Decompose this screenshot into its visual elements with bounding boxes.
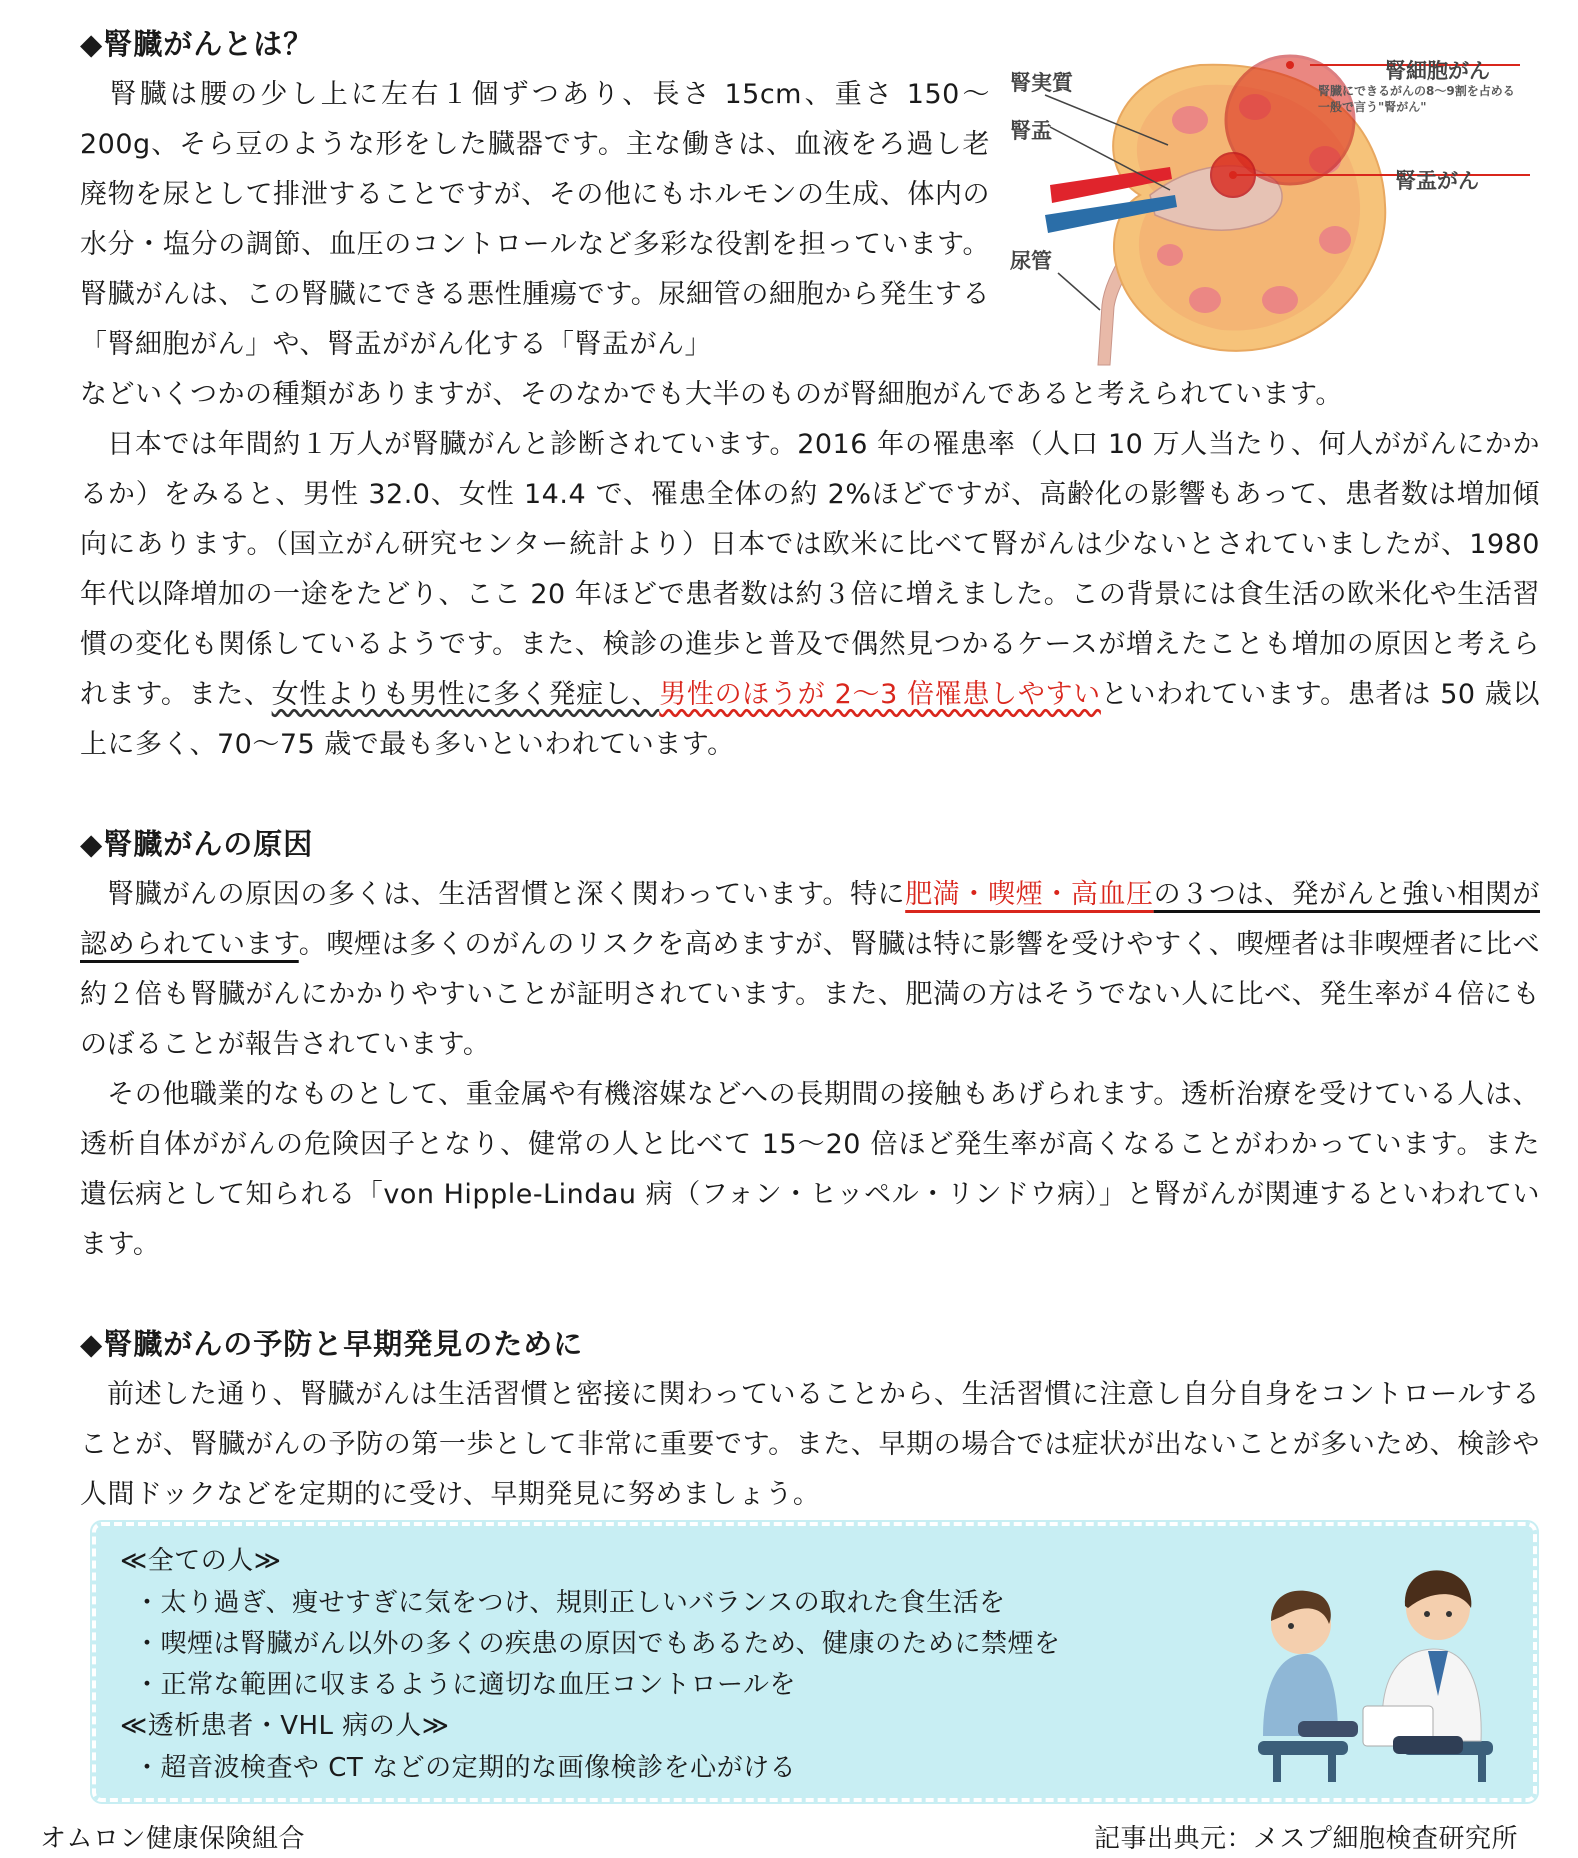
advice-item: ・太り過ぎ、痩せすぎに気をつけ、規則正しいバランスの取れた食生活を <box>134 1588 1006 1618</box>
label-ureter: 尿管 <box>1010 249 1052 273</box>
group-dialysis-title: ≪透析患者・VHL 病の人≫ <box>120 1711 450 1741</box>
label-pelvic-cancer: 腎盂がん <box>1395 169 1479 193</box>
paragraph-other-causes: その他職業的なものとして、重金属や有機溶媒などへの長期間の接触もあげられます。透析治療を受けている人は、透析自体ががんの危険因子となり、健常の人と比べて 15～20 倍ほど発生率が高くなることがわかっています。また遺伝病として知られる「von Hipple-Lindau 病（フォン・ヒッペル・リンドウ病）」と腎がんが関連するといわれています。 <box>80 1079 1540 1260</box>
label-rcc: 腎細胞がん <box>1385 59 1490 83</box>
label-cortex: 腎実質 <box>1010 71 1073 95</box>
emphasis-men-risk: 男性のほうが 2～3 倍罹患しやすい <box>659 679 1101 710</box>
group-all-people-title: ≪全ての人≫ <box>120 1546 282 1576</box>
emphasis-men-more: 女性よりも男性に多く発症し、 <box>271 679 660 710</box>
heading-causes: ◆腎臓がんの原因 <box>80 827 314 861</box>
advice-box <box>92 1522 1537 1802</box>
advice-item: ・喫煙は腎臓がん以外の多くの疾患の原因でもあるため、健康のために禁煙を <box>134 1629 1061 1659</box>
paragraph-causes: 腎臓がんの原因の多くは、生活習慣と深く関わっています。特に肥満・喫煙・高血圧の３つは、発がんと強い相関が認められています。喫煙は多くのがんのリスクを高めますが、腎臓は特に影響を受けやすく、喫煙者は非喫煙者に比べ約２倍も腎臓がんにかかりやすいことが証明されています。また、肥満の方はそうでない人に比べ、発生率が４倍にものぼることが報告されています。 <box>80 879 1541 1060</box>
kidney-diagram <box>990 45 1550 375</box>
note-rcc: 腎臓にできるがんの8～9割を占める 一般で言う"腎がん" <box>1318 84 1515 114</box>
doctor-patient-illustration <box>1243 1536 1503 1791</box>
advice-item: ・超音波検査や CT などの定期的な画像検診を心がける <box>134 1753 797 1783</box>
heading-prevention: ◆腎臓がんの予防と早期発見のために <box>80 1327 584 1361</box>
paragraph-prevention: 前述した通り、腎臓がんは生活習慣と密接に関わっていることから、生活習慣に注意し自分自身をコントロールすることが、腎臓がんの予防の第一歩として非常に重要です。また、早期の場合では症状が出ないことが多いため、検診や人間ドックなどを定期的に受け、早期発見に努めましょう。 <box>80 1379 1540 1510</box>
emphasis-risk-factors: 肥満・喫煙・高血圧 <box>905 879 1154 910</box>
footer-source: 記事出典元：メスプ細胞検査研究所 <box>1093 1824 1518 1854</box>
paragraph-intro-cont: などいくつかの種類がありますが、そのなかでも大半のものが腎細胞がんであると考えられています。 <box>80 379 1343 410</box>
emphasis-correlation: の３つは、発がんと強い相関が認められています <box>80 879 1541 960</box>
paragraph-intro: 腎臓は腰の少し上に左右１個ずつあり、長さ 15cm、重さ 150～200g、そら豆のような形をした臓器です。主な働きは、血液をろ過し老廃物を尿として排泄することですが、その他にもホルモンの生成、体内の水分・塩分の調節、血圧のコントロールなど多彩な役割を担っています。腎臓がんは、この腎臓にできる悪性腫瘍です。尿細管の細胞から発生する「腎細胞がん」や、腎盂ががん化する「腎盂がん」 <box>80 79 990 360</box>
heading-what-is-kidney-cancer: ◆腎臓がんとは？ <box>80 27 314 61</box>
advice-item: ・正常な範囲に収まるように適切な血圧コントロールを <box>134 1670 796 1700</box>
paragraph-statistics: 日本では年間約１万人が腎臓がんと診断されています。2016 年の罹患率（人口 10 万人当たり、何人ががんにかかるか）をみると、男性 32.0、女性 14.4 で、罹患全体の約 2%ほどですが、高齢化の影響もあって、患者数は増加傾向にあります。（国立がん研究センター統計より）日本では欧米に比べて腎がんは少ないとされていましたが、1980 年代以降増加の一途をたどり、ここ 20 年ほどで患者数は約３倍に増えました。この背景には食生活の欧米化や生活習慣の変化も関係しているようです。また、検診の進歩と普及で偶然見つかるケースが増えたことも増加の原因と考えられます。また、女性よりも男性に多く発症し、男性のほうが 2～3 倍罹患しやすいといわれています。患者は 50 歳以上に多く、70～75 歳で最も多いといわれています。 <box>80 429 1540 760</box>
footer-organization: オムロン健康保険組合 <box>40 1824 306 1854</box>
label-pelvis: 腎盂 <box>1010 119 1052 143</box>
